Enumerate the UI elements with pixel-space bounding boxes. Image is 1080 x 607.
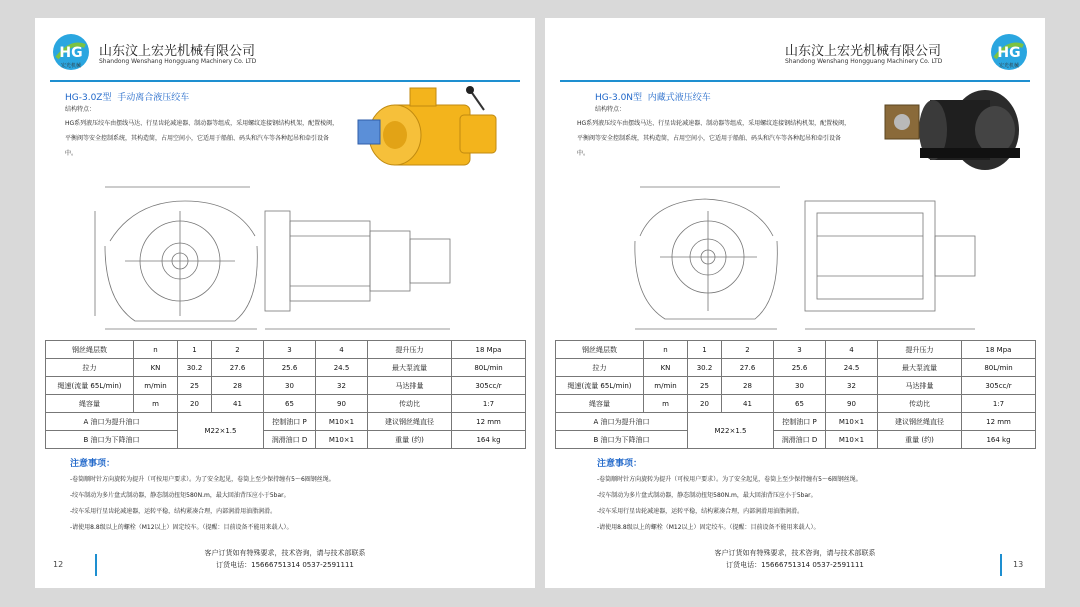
footer-accent-line — [1000, 554, 1002, 576]
table-cell: 18 Mpa — [962, 341, 1036, 359]
table-cell: 最大泵流量 — [878, 359, 962, 377]
note-item: -绞车采用行星齿轮减速器，运转平稳，结构紧凑合理，内部润滑用油脂润滑。 — [70, 508, 277, 515]
table-cell: m/min — [644, 377, 688, 395]
table-cell: 4 — [826, 341, 878, 359]
feature-title-right: 结构特点： — [595, 106, 626, 113]
table-cell: 传动比 — [878, 395, 962, 413]
black-winch-image — [875, 80, 1035, 184]
table-cell: 1 — [178, 341, 212, 359]
table-cell: 2 — [722, 341, 774, 359]
logo-subtitle-left: 宏光机械 — [60, 63, 81, 69]
table-cell: 24.5 — [316, 359, 368, 377]
table-cell: KN — [644, 359, 688, 377]
technical-drawing-right — [585, 181, 1005, 340]
table-cell: 钢丝绳层数 — [556, 341, 644, 359]
note-item: -请使用8.8级以上的螺栓（M12以上）固定绞车。（提醒：目前设备不能用来载人）。 — [70, 524, 293, 531]
table-cell: 164 kg — [962, 431, 1036, 449]
footer-accent-line — [95, 554, 97, 576]
table-row — [46, 413, 526, 431]
yellow-winch-image — [350, 80, 510, 184]
table-cell: 12 mm — [962, 413, 1036, 431]
logo-subtitle-right: 宏光机械 — [998, 63, 1019, 69]
table-row — [46, 359, 526, 377]
table-cell: 32 — [316, 377, 368, 395]
table-cell: 润滑油口 D — [774, 431, 826, 449]
table-cell: A 油口为提升油口 — [46, 413, 178, 431]
table-row — [556, 377, 1036, 395]
model-code: HG-3.0N型 — [595, 93, 643, 103]
table-cell: 3 — [264, 341, 316, 359]
contact-line-1-left: 客户订货如有特殊要求，技术咨询，请与技术部联系 — [204, 549, 366, 557]
table-cell: 65 — [774, 395, 826, 413]
company-name-cn-left: 山东汶上宏光机械有限公司 — [99, 44, 256, 59]
company-name-en-right: Shandong Wenshang Hongguang Machinery Co. LTD — [785, 58, 943, 65]
table-cell: 12 mm — [452, 413, 526, 431]
table-cell: m — [644, 395, 688, 413]
table-cell: 65 — [264, 395, 316, 413]
table-cell: 27.6 — [722, 359, 774, 377]
table-cell: 重量 (约) — [368, 431, 452, 449]
table-cell: 绳容量 — [46, 395, 134, 413]
table-cell: 绳容量 — [556, 395, 644, 413]
table-cell: 25.6 — [774, 359, 826, 377]
table-cell: 30.2 — [688, 359, 722, 377]
table-cell: 马达排量 — [368, 377, 452, 395]
company-name-cn-right: 山东汶上宏光机械有限公司 — [785, 44, 942, 59]
table-cell: 钢丝绳层数 — [46, 341, 134, 359]
table-cell: 25.6 — [264, 359, 316, 377]
table-cell: n — [134, 341, 178, 359]
table-cell: 25 — [688, 377, 722, 395]
table-cell: 提升压力 — [878, 341, 962, 359]
svg-text:HG: HG — [59, 45, 83, 61]
table-cell: 马达排量 — [878, 377, 962, 395]
table-cell: M10×1 — [826, 431, 878, 449]
table-row — [556, 341, 1036, 359]
note-item: -卷筒顺时针方向旋转为提升（可按用户要求）。为了安全起见，卷筒上至少保持缠有5～6圈钢丝绳。 — [597, 476, 862, 483]
table-cell: 80L/min — [452, 359, 526, 377]
model-name: 手动离合液压绞车 — [117, 93, 190, 103]
table-cell: 4 — [316, 341, 368, 359]
table-cell: 305cc/r — [962, 377, 1036, 395]
note-item: -请使用8.8级以上的螺栓（M12以上）固定绞车。（提醒：目前设备不能用来载人）。 — [597, 524, 820, 531]
table-cell: 90 — [316, 395, 368, 413]
notes-title-right: 注意事项： — [597, 459, 643, 469]
table-cell: M10×1 — [316, 431, 368, 449]
table-row — [46, 377, 526, 395]
technical-drawing-left — [75, 181, 495, 340]
contact-line-1-right: 客户订货如有特殊要求，技术咨询，请与技术部联系 — [714, 549, 876, 557]
table-cell: M10×1 — [316, 413, 368, 431]
table-cell: 20 — [688, 395, 722, 413]
feature-text-left: HG系列液压绞车由摆线马达、行星齿轮减速器、制动器等组成，采用螺纹连接钢结构机架，配置棱阀，平衡阀等安全控制系统，其构造简，占用空间小，它适用于船舶、码头和汽车等各种起吊和牵引设备中。 — [65, 120, 339, 157]
feature-title-left: 结构特点： — [65, 106, 96, 113]
table-cell: 25 — [178, 377, 212, 395]
model-code: HG-3.0Z型 — [65, 93, 112, 103]
model-name: 内藏式液压绞车 — [647, 93, 711, 103]
note-item: -绞车采用行星齿轮减速器，运转平稳，结构紧凑合理，内部润滑用油脂润滑。 — [597, 508, 804, 515]
table-cell: 30 — [264, 377, 316, 395]
note-item: -绞车制动为多片盘式制动器，静态制动扭矩580N.m，最大回油背压应小于5bar。 — [70, 492, 290, 499]
spec-table-left — [45, 340, 526, 449]
table-cell: KN — [134, 359, 178, 377]
page-number-right: 13 — [1013, 560, 1024, 569]
table-row — [46, 395, 526, 413]
table-cell: n — [644, 341, 688, 359]
table-cell: 提升压力 — [368, 341, 452, 359]
table-cell: 24.5 — [826, 359, 878, 377]
catalog-page-right — [545, 18, 1045, 588]
table-cell: 最大泵流量 — [368, 359, 452, 377]
spec-table-right — [555, 340, 1036, 449]
table-row — [556, 413, 1036, 431]
page-number-left: 12 — [53, 560, 64, 569]
table-cell: 润滑油口 D — [264, 431, 316, 449]
table-cell: M10×1 — [826, 413, 878, 431]
catalog-page-left — [35, 18, 535, 588]
table-cell: m — [134, 395, 178, 413]
table-cell: 18 Mpa — [452, 341, 526, 359]
table-cell: 建议钢丝绳直径 — [878, 413, 962, 431]
feature-text-right: HG系列液压绞车由摆线马达、行星齿轮减速器、制动器等组成，采用螺纹连接钢结构机架，配置棱阀，平衡阀等安全控制系统，其构造简，占用空间小，它适用于船舶、码头和汽车等各种起吊和牵引设备中。 — [577, 120, 851, 157]
table-cell: M22×1.5 — [688, 413, 774, 449]
table-row — [46, 341, 526, 359]
contact-line-2-left: 订货电话：15666751314 0537-2591111 — [216, 561, 354, 569]
table-cell: 绳速(流量 65L/min) — [46, 377, 134, 395]
table-cell: 30 — [774, 377, 826, 395]
table-row — [556, 395, 1036, 413]
note-item: -绞车制动为多片盘式制动器，静态制动扭矩580N.m，最大回油背压应小于5bar。 — [597, 492, 817, 499]
table-cell: 41 — [722, 395, 774, 413]
table-cell: 20 — [178, 395, 212, 413]
table-cell: 30.2 — [178, 359, 212, 377]
contact-line-2-right: 订货电话：15666751314 0537-2591111 — [726, 561, 864, 569]
table-cell: 1:7 — [452, 395, 526, 413]
table-cell: 27.6 — [212, 359, 264, 377]
table-cell: 1:7 — [962, 395, 1036, 413]
table-cell: 拉力 — [556, 359, 644, 377]
table-row — [556, 431, 1036, 449]
table-cell: 传动比 — [368, 395, 452, 413]
notes-title-left: 注意事项： — [70, 459, 116, 469]
table-cell: M22×1.5 — [178, 413, 264, 449]
table-cell: 164 kg — [452, 431, 526, 449]
table-cell: A 油口为提升油口 — [556, 413, 688, 431]
table-row — [46, 431, 526, 449]
table-cell: 2 — [212, 341, 264, 359]
company-name-en-left: Shandong Wenshang Hongguang Machinery Co. LTD — [99, 58, 257, 65]
table-cell: 控制油口 P — [774, 413, 826, 431]
model-title-left — [65, 90, 189, 103]
table-cell: 90 — [826, 395, 878, 413]
table-cell: 80L/min — [962, 359, 1036, 377]
note-item: -卷筒顺时针方向旋转为提升（可按用户要求）。为了安全起见，卷筒上至少保持缠有5～6圈钢丝绳。 — [70, 476, 335, 483]
svg-text:HG: HG — [997, 45, 1021, 61]
table-cell: B 油口为下降油口 — [556, 431, 688, 449]
table-cell: 重量 (约) — [878, 431, 962, 449]
table-cell: 1 — [688, 341, 722, 359]
table-cell: 28 — [212, 377, 264, 395]
table-cell: 绳速(流量 65L/min) — [556, 377, 644, 395]
table-cell: 拉力 — [46, 359, 134, 377]
table-cell: 28 — [722, 377, 774, 395]
table-row — [556, 359, 1036, 377]
table-cell: 控制油口 P — [264, 413, 316, 431]
table-cell: 建议钢丝绳直径 — [368, 413, 452, 431]
table-cell: 41 — [212, 395, 264, 413]
table-cell: 3 — [774, 341, 826, 359]
table-cell: 305cc/r — [452, 377, 526, 395]
model-title-right — [595, 90, 711, 103]
table-cell: 32 — [826, 377, 878, 395]
table-cell: m/min — [134, 377, 178, 395]
table-cell: B 油口为下降油口 — [46, 431, 178, 449]
